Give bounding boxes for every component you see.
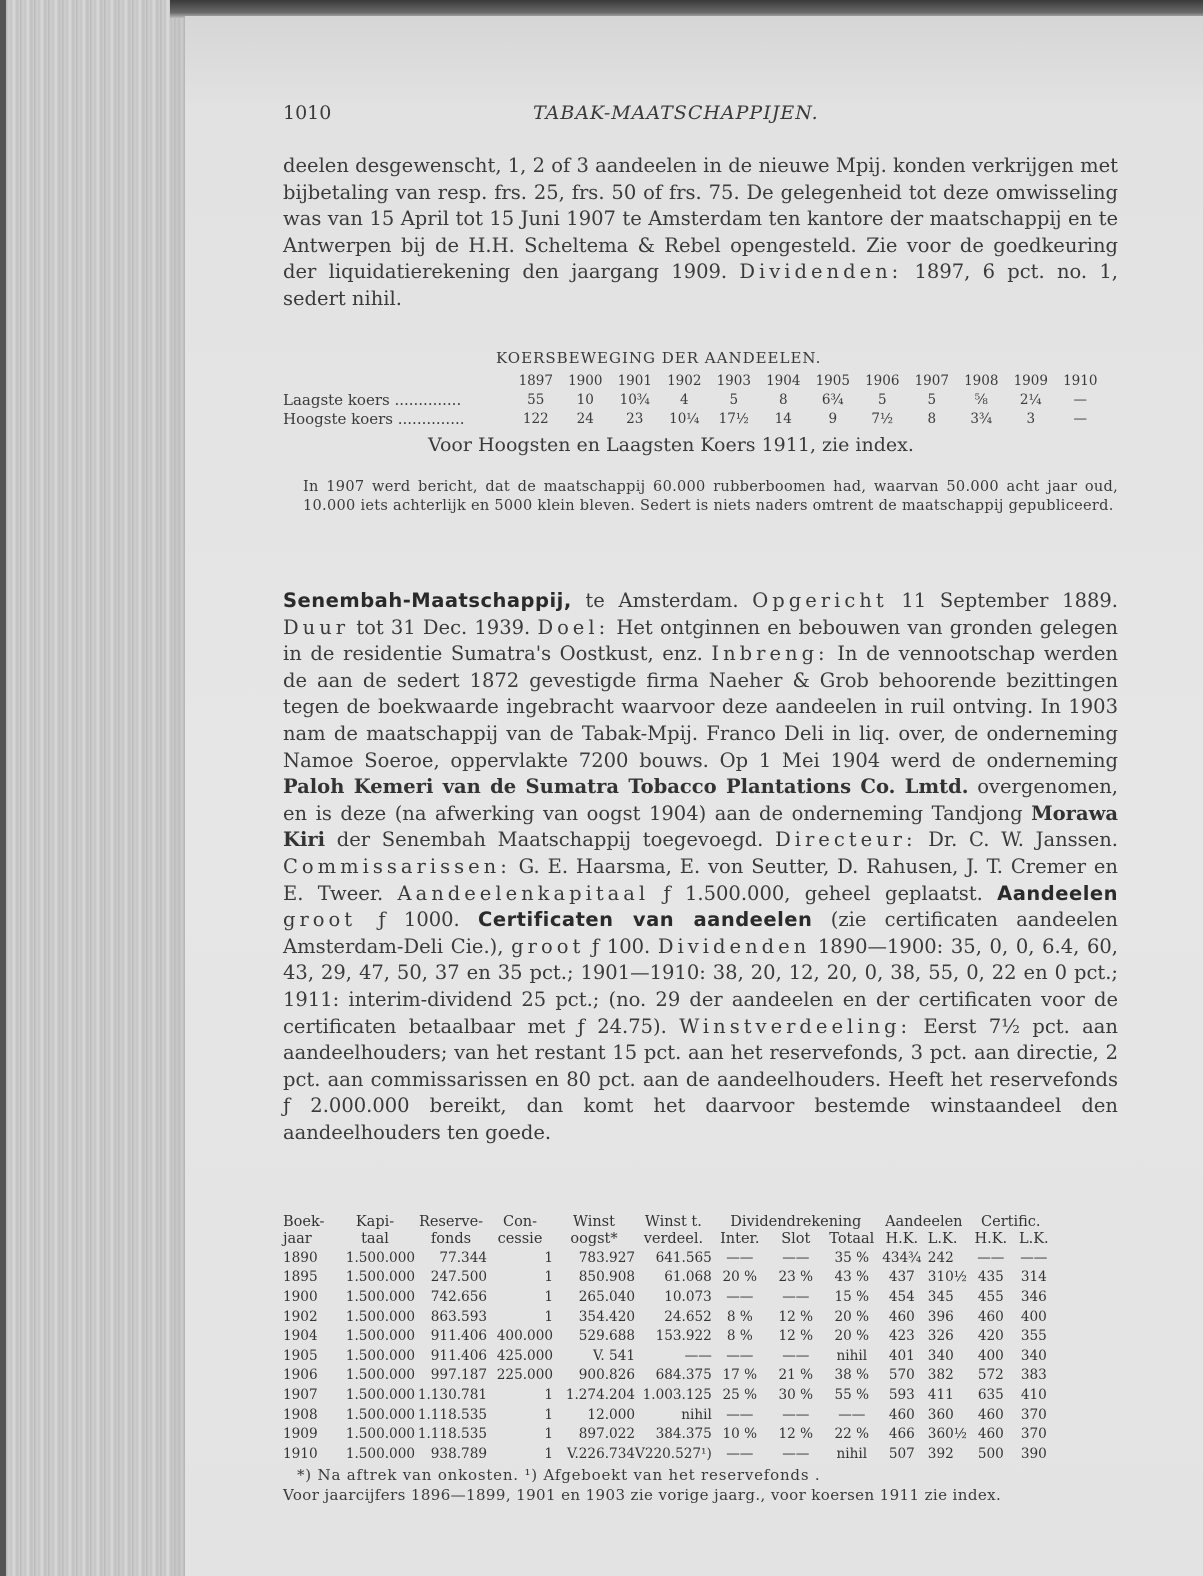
table-cell: ——	[977, 1249, 1005, 1266]
table-cell: 1902	[283, 1308, 318, 1325]
table-cell: 938.789	[430, 1445, 487, 1462]
table-cell: 1.130.781	[417, 1386, 487, 1403]
table-cell: 12 %	[778, 1308, 814, 1325]
table-cell: 507	[888, 1445, 915, 1462]
table-cell: 1	[544, 1386, 553, 1403]
koers-year: 1900	[568, 372, 603, 389]
table-cell: 437	[888, 1269, 915, 1286]
table-cell: V. 541	[592, 1347, 635, 1364]
text: 11 September 1889.	[887, 589, 1118, 612]
fin-header-row-1	[283, 1214, 1054, 1231]
text: tot 31 Dec. 1939.	[349, 615, 538, 639]
table-cell: nihil	[836, 1445, 868, 1462]
table-row	[283, 1268, 1054, 1288]
table-cell: 30 %	[778, 1386, 814, 1403]
koers-year: 1901	[617, 372, 652, 389]
table-cell: 400.000	[496, 1328, 553, 1345]
table-cell: ——	[782, 1445, 810, 1462]
rubber-note: In 1907 werd bericht, dat de maatschappij 60.000 rubberboomen had, waarvan 50.000 acht jaar oud, 10.000 iets achterlijk en 5000 klein bleven. Sedert is niets naders omtrent de maatschappij gepubliceerd.	[303, 479, 1118, 514]
col-header: Con-	[502, 1214, 538, 1230]
table-cell: 8 %	[726, 1308, 753, 1325]
table-cell: 346	[1020, 1288, 1047, 1305]
col-header: H.K.	[885, 1231, 919, 1247]
table-cell: 392	[927, 1445, 954, 1462]
table-cell: 1.500.000	[345, 1249, 415, 1266]
intro-text: deelen desgewenscht, 1, 2 of 3 aandeelen in de nieuwe Mpij. konden verkrijgen met bijbetaling van resp. frs. 25, frs. 50 of frs. 75. De gelegenheid tot deze omwisseling was van 15 April tot 15 Juni 1907 te Amsterdam ten kantore der maatschappij en te Antwerpen bij de H.H. Scheltema & Rebel opengesteld. Zie voor de goedkeuring der liquidatierekening den jaargang 1909.	[283, 154, 1118, 284]
koers-value: 6¾	[821, 391, 844, 408]
table-cell: ——	[726, 1406, 754, 1423]
table-cell: 635	[977, 1386, 1004, 1403]
table-cell: 1909	[283, 1426, 318, 1443]
senembah-entry	[283, 588, 1118, 1146]
table-cell: 460	[977, 1426, 1004, 1443]
table-cell: 1.500.000	[345, 1347, 415, 1364]
table-cell: 360½	[927, 1426, 967, 1443]
page-number: 1010	[283, 102, 332, 124]
table-row	[283, 1326, 1054, 1346]
koers-years-row	[283, 371, 1105, 390]
intro-dividend-text: 1897, 6 pct. no. 1, sedert nihil.	[283, 260, 1118, 310]
table-cell: ——	[782, 1288, 810, 1305]
table-cell: 1900	[283, 1288, 318, 1305]
book-page-edges	[0, 0, 196, 1576]
table-cell: 10.073	[664, 1288, 712, 1305]
table-cell: 454	[888, 1288, 915, 1305]
table-cell: 1.500.000	[345, 1308, 415, 1325]
certificaten-label: Certificaten van aandeelen	[478, 908, 813, 932]
table-cell: 25 %	[722, 1386, 758, 1403]
col-header: Boek-	[283, 1214, 325, 1230]
table-cell: 466	[888, 1426, 915, 1443]
table-cell: 641.565	[655, 1249, 712, 1266]
table-row	[283, 1346, 1054, 1366]
table-cell: ——	[1020, 1249, 1048, 1266]
dividenden-label: Dividenden	[657, 934, 811, 958]
table-cell: 390	[1020, 1445, 1047, 1462]
koers-value: 8	[778, 391, 788, 408]
table-cell: 1	[544, 1269, 553, 1286]
koersbeweging-table	[283, 371, 1105, 428]
text: ƒ 1.500.000, geheel geplaatst.	[649, 881, 998, 905]
table-cell: 242	[927, 1249, 954, 1266]
table-cell: 420	[977, 1328, 1004, 1345]
table-cell: 572	[977, 1367, 1004, 1384]
table-cell: 1910	[283, 1445, 318, 1462]
table-cell: 61.068	[664, 1269, 712, 1286]
table-cell: ——	[838, 1406, 866, 1423]
table-cell: 460	[977, 1406, 1004, 1423]
table-cell: 314	[1020, 1269, 1047, 1286]
koers-header-blank	[283, 371, 511, 390]
koers-value: 10	[576, 391, 594, 408]
col-header-group: Aandeelen	[885, 1214, 963, 1230]
text: Eerst 7½ pct. aan aandeelhouders; van het restant 15 pct. aan het reservefonds, 3 pct. aan directie, 2 pct. aan commissarissen en 80 pct. aan de aandeelhouders. Heeft het reservefonds ƒ 2.000.000 bereikt, dan komt het daarvoor bestemde winstaandeel den aandeelhouders ten goede.	[283, 1014, 1118, 1144]
koers-year: 1902	[667, 372, 702, 389]
table-row	[283, 1248, 1054, 1268]
table-cell: 742.656	[430, 1288, 487, 1305]
text: ƒ 100.	[584, 934, 658, 958]
col-header: Slot	[781, 1231, 811, 1247]
koers-value: 14	[774, 410, 792, 427]
table-cell: 1.118.535	[417, 1406, 487, 1423]
table-cell: 1	[544, 1249, 553, 1266]
table-cell: 8 %	[726, 1328, 753, 1345]
col-header: jaar	[283, 1231, 312, 1247]
table-cell: 22 %	[834, 1426, 870, 1443]
table-cell: 21 %	[778, 1367, 814, 1384]
col-header: H.K.	[974, 1231, 1008, 1247]
table-cell: 12.000	[587, 1406, 635, 1423]
table-cell: 783.927	[578, 1249, 635, 1266]
dividenden-label: Dividenden:	[739, 260, 903, 284]
fin-table-body	[283, 1248, 1054, 1464]
koers-row-label: Laagste koers ..............	[283, 390, 462, 409]
table-cell: V.226.734	[567, 1445, 635, 1462]
table-cell: 354.420	[578, 1308, 635, 1325]
table-cell: 1	[544, 1308, 553, 1325]
table-cell: 1	[544, 1445, 553, 1462]
table-cell: 1904	[283, 1328, 318, 1345]
table-row	[283, 1366, 1054, 1386]
table-cell: ——	[726, 1445, 754, 1462]
col-header: Totaal	[829, 1231, 875, 1247]
table-cell: 460	[977, 1308, 1004, 1325]
table-cell: 1.003.125	[642, 1386, 712, 1403]
financial-table	[283, 1214, 1054, 1464]
koers-year: 1910	[1063, 372, 1098, 389]
koers-value: 5	[927, 391, 937, 408]
table-cell: nihil	[681, 1406, 712, 1423]
table-cell: 1.500.000	[345, 1328, 415, 1345]
koers-value: 3¾	[970, 410, 993, 427]
table-cell: 247.500	[430, 1269, 487, 1286]
col-header: Winst	[573, 1214, 615, 1230]
table-cell: 370	[1020, 1426, 1047, 1443]
koers-year: 1906	[865, 372, 900, 389]
koers-year: 1905	[815, 372, 850, 389]
table-cell: 1.500.000	[345, 1406, 415, 1423]
running-header	[283, 102, 1118, 132]
paloh-kemeri: Paloh Kemeri van de Sumatra Tobacco Plantations Co. Lmtd.	[283, 775, 969, 799]
morawa-kiri: Morawa Kiri	[283, 801, 1118, 852]
table-cell: ——	[782, 1249, 810, 1266]
table-cell: 35 %	[834, 1249, 870, 1266]
table-cell: ——	[684, 1347, 712, 1364]
table-cell: 396	[927, 1308, 954, 1325]
inbreng-label: Inbreng:	[711, 642, 829, 666]
table-cell: 17 %	[722, 1367, 758, 1384]
table-cell: 850.908	[578, 1269, 635, 1286]
col-header: fonds	[430, 1231, 472, 1247]
koers-value: 55	[527, 391, 545, 408]
table-cell: 38 %	[834, 1367, 870, 1384]
table-cell: 1908	[283, 1406, 318, 1423]
table-cell: 265.040	[578, 1288, 635, 1305]
koers-value: —	[1073, 410, 1087, 427]
table-cell: 1.500.000	[345, 1367, 415, 1384]
table-cell: 460	[888, 1308, 915, 1325]
koers-value: —	[1073, 391, 1087, 408]
table-cell: 1	[544, 1288, 553, 1305]
koers-value: 5	[729, 391, 739, 408]
table-cell: 1905	[283, 1347, 318, 1364]
koers-year: 1908	[964, 372, 999, 389]
koers-row-laagste	[283, 390, 1105, 409]
col-header: oogst*	[570, 1231, 618, 1247]
table-cell: 401	[888, 1347, 915, 1364]
table-cell: 900.826	[578, 1367, 635, 1384]
koers-value: 5	[877, 391, 887, 408]
col-header: Inter.	[720, 1231, 760, 1247]
table-cell: 897.022	[578, 1426, 635, 1443]
table-cell: 1895	[283, 1269, 318, 1286]
groot-label: groot	[283, 908, 379, 932]
running-title: TABAK-MAATSCHAPPIJEN.	[533, 102, 819, 124]
col-header: L.K.	[1018, 1231, 1049, 1247]
koers-year: 1909	[1013, 372, 1048, 389]
table-cell: 20 %	[722, 1269, 758, 1286]
table-cell: 1.500.000	[345, 1288, 415, 1305]
koers-row-label: Hoogste koers ..............	[283, 409, 465, 428]
winstverdeeling-label: Winstverdeeling:	[679, 1014, 912, 1038]
text: der Senembah Maatschappij toegevoegd.	[325, 828, 776, 852]
fin-header-row-2	[283, 1231, 1054, 1248]
koers-value: 10¾	[619, 391, 650, 408]
book-page	[185, 16, 1203, 1576]
table-cell: 345	[927, 1288, 954, 1305]
koers-value: 3	[1026, 410, 1036, 427]
table-cell: 570	[888, 1367, 915, 1384]
koers-year: 1903	[716, 372, 751, 389]
table-row	[283, 1385, 1054, 1405]
koers-value: 7½	[871, 410, 894, 427]
table-cell: 225.000	[496, 1367, 553, 1384]
table-cell: ——	[782, 1406, 810, 1423]
table-cell: 310½	[927, 1269, 967, 1286]
table-cell: 460	[888, 1406, 915, 1423]
table-cell: 1.500.000	[345, 1269, 415, 1286]
table-cell: 1906	[283, 1367, 318, 1384]
table-cell: 383	[1020, 1367, 1047, 1384]
text: Het ontginnen en bebouwen van gronden gelegen in de residentie Sumatra's Oostkust, enz.	[283, 615, 1118, 666]
table-cell: 340	[927, 1347, 954, 1364]
text: overgenomen, en is deze (na afwerking van oogst 1904) aan de onderneming Tandjong	[283, 775, 1118, 825]
table-row	[283, 1444, 1054, 1464]
table-cell: 425.000	[496, 1347, 553, 1364]
table-cell: 500	[977, 1445, 1004, 1462]
table-footnote: *) Na aftrek van onkosten. ¹) Afgeboekt van het reservefonds .	[297, 1466, 821, 1484]
text: (zie certificaten aandeelen Amsterdam-Deli Cie.),	[283, 908, 1118, 958]
koers-value: 17½	[718, 410, 749, 427]
company-name: Senembah-Maatschappij,	[283, 589, 572, 612]
table-cell: 20 %	[834, 1308, 870, 1325]
table-cell: ——	[726, 1347, 754, 1364]
table-row	[283, 1424, 1054, 1444]
table-cell: 1.500.000	[345, 1386, 415, 1403]
commissarissen-label: Commissarissen:	[283, 854, 511, 878]
table-cell: ——	[782, 1347, 810, 1364]
duur-label: Duur	[283, 615, 350, 639]
table-cell: 1890	[283, 1249, 318, 1266]
table-cell: 400	[977, 1347, 1004, 1364]
table-row	[283, 1405, 1054, 1425]
koers-value: 8	[927, 410, 937, 427]
koers-year: 1904	[766, 372, 801, 389]
table-cell: 1.118.535	[417, 1426, 487, 1443]
table-cell: 911.406	[430, 1328, 487, 1345]
col-header: Winst t.	[644, 1214, 702, 1230]
text: G. E. Haarsma, E. von Seutter, D. Rahusen, J. T. Cremer en E. Tweer.	[283, 854, 1118, 905]
table-cell: 10 %	[722, 1426, 758, 1443]
kapitaal-label: Aandeelenkapitaal	[397, 881, 650, 905]
table-cell: 355	[1020, 1328, 1047, 1345]
table-cell: 370	[1020, 1406, 1047, 1423]
koers-value: 2¼	[1019, 391, 1042, 408]
table-cell: 12 %	[778, 1426, 814, 1443]
col-header: cessie	[497, 1231, 543, 1247]
col-header-group: Certific.	[981, 1214, 1041, 1230]
koers-year: 1897	[518, 372, 553, 389]
col-header: Kapi-	[355, 1214, 395, 1230]
koersbeweging-title: KOERSBEWEGING DER AANDEELEN.	[496, 349, 822, 367]
table-cell: 153.922	[655, 1328, 712, 1345]
table-cell: 455	[977, 1288, 1004, 1305]
koers-value: 4	[679, 391, 689, 408]
table-cell: ——	[726, 1249, 754, 1266]
text: te Amsterdam.	[571, 589, 753, 612]
groot-label: groot	[511, 934, 585, 958]
col-header: L.K.	[927, 1231, 958, 1247]
aandeelen-label: Aandeelen	[997, 881, 1118, 905]
table-cell: V220.527¹)	[635, 1445, 712, 1462]
table-cell: 593	[888, 1386, 915, 1403]
table-cell: 43 %	[834, 1269, 870, 1286]
koers-value: 24	[576, 410, 594, 427]
table-cell: 55 %	[834, 1386, 870, 1403]
table-cell: 863.593	[430, 1308, 487, 1325]
table-reference-note: Voor jaarcijfers 1896—1899, 1901 en 1903 zie vorige jaarg., voor koersen 1911 zie index.	[283, 1486, 1002, 1504]
table-cell: 911.406	[430, 1347, 487, 1364]
col-header-group: Dividendrekening	[730, 1214, 862, 1230]
table-cell: 15 %	[834, 1288, 870, 1305]
table-cell: 24.652	[664, 1308, 712, 1325]
text: 1890—1900: 35, 0, 0, 6.4, 60, 43, 29, 47, 50, 37 en 35 pct.; 1901—1910: 38, 20, 12, 20, 0, 38, 55, 0, 22 en 0 pct.; 1911: interim-dividend 25 pct.; (no. 29 der aandeelen en der certificaten voor de certificaten betaalbaar met ƒ 24.75).	[283, 934, 1118, 1038]
table-cell: 1.500.000	[345, 1445, 415, 1462]
koers-note: Voor Hoogsten en Laagsten Koers 1911, zie index.	[428, 434, 914, 456]
table-row	[283, 1287, 1054, 1307]
koers-value: 23	[626, 410, 644, 427]
col-header: Reserve-	[418, 1214, 484, 1230]
koers-row-hoogste	[283, 409, 1105, 428]
table-cell: 12 %	[778, 1328, 814, 1345]
koers-value: 10¼	[669, 410, 700, 427]
table-cell: 20 %	[834, 1328, 870, 1345]
table-cell: 400	[1020, 1308, 1047, 1325]
table-cell: 360	[927, 1406, 954, 1423]
koers-value: ⅝	[974, 391, 988, 408]
table-cell: 340	[1020, 1347, 1047, 1364]
table-cell: 1	[544, 1406, 553, 1423]
table-cell: 382	[927, 1367, 954, 1384]
table-cell: 410	[1020, 1386, 1047, 1403]
table-cell: 411	[927, 1386, 954, 1403]
koers-value: 122	[522, 410, 549, 427]
opgericht-label: Opgericht	[752, 589, 888, 612]
table-row	[283, 1307, 1054, 1327]
col-header: verdeel.	[643, 1231, 704, 1247]
table-cell: 384.375	[655, 1426, 712, 1443]
table-cell: 684.375	[655, 1367, 712, 1384]
table-cell: 423	[888, 1328, 915, 1345]
table-cell: 435	[977, 1269, 1004, 1286]
table-cell: 434¾	[882, 1249, 922, 1266]
text: ƒ 1000.	[378, 908, 479, 932]
table-cell: 529.688	[578, 1328, 635, 1345]
table-cell: 77.344	[439, 1249, 487, 1266]
koers-year: 1907	[914, 372, 949, 389]
koers-value: 9	[828, 410, 838, 427]
table-cell: 23 %	[778, 1269, 814, 1286]
table-cell: 1907	[283, 1386, 318, 1403]
table-cell: 326	[927, 1328, 954, 1345]
directeur-label: Directeur:	[775, 828, 917, 852]
table-cell: 1	[544, 1426, 553, 1443]
table-cell: nihil	[836, 1347, 868, 1364]
col-header: taal	[361, 1231, 389, 1247]
intro-paragraph	[283, 153, 1118, 313]
table-cell: ——	[726, 1288, 754, 1305]
text: In de vennootschap werden de aan de sedert 1872 gevestigde firma Naeher & Grob behoorende bezittingen tegen de boekwaarde ingebracht waarvoor deze aandeelen in ruil ontving. In 1903 nam de maatschappij van de Tabak-Mpij. Franco Deli in liq. over, de onderneming Namoe Soeroe, oppervlakte 7200 bouws. Op 1 Mei 1904 werd de onderneming	[283, 642, 1118, 772]
table-cell: 1.274.204	[565, 1386, 635, 1403]
text: Dr. C. W. Janssen.	[916, 828, 1118, 852]
table-cell: 997.187	[430, 1367, 487, 1384]
table-cell: 1.500.000	[345, 1426, 415, 1443]
doel-label: Doel:	[537, 615, 610, 639]
